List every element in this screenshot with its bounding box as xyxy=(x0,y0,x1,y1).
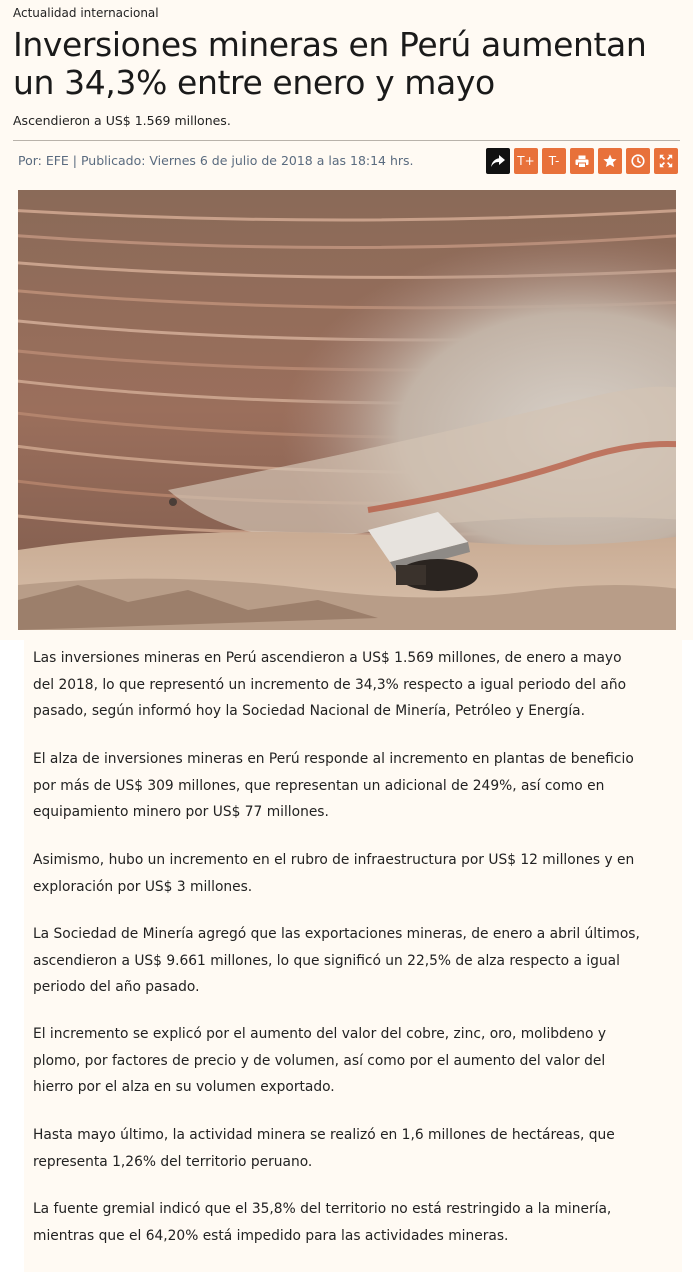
article-photo xyxy=(18,190,676,630)
article-paragraph: La Sociedad de Minería agregó que las exportaciones mineras, de enero a abril últimos, ascendieron a US$ 9.661 millones, lo que significó un 22,5% de alza respecto a igual periodo del año pasado. xyxy=(33,926,640,995)
section-label[interactable]: Actualidad internacional xyxy=(13,6,159,20)
article-paragraph: Las inversiones mineras en Perú ascendieron a US$ 1.569 millones, de enero a mayo del 2018, lo que representó un incremento de 34,3% respecto a igual periodo del año pasado, según informó hoy la Sociedad Nacional de Minería, Petróleo y Energía. xyxy=(33,650,627,719)
article-byline: Por: EFE | Publicado: Viernes 6 de julio de 2018 a las 18:14 hrs. xyxy=(18,153,414,168)
print-icon xyxy=(575,155,589,168)
clock-icon xyxy=(631,154,645,168)
article-header xyxy=(0,0,693,640)
header-divider xyxy=(13,140,680,141)
article-toolbar xyxy=(486,148,678,174)
article-subtitle: Ascendieron a US$ 1.569 millones. xyxy=(13,113,231,128)
font-decrease-button[interactable]: T- xyxy=(542,148,566,174)
article-paragraph: El incremento se explicó por el aumento del valor del cobre, zinc, oro, molibdeno y plomo, por factores de precio y de volumen, así como por el aumento del valor del hierro por el alza en su volumen exportado. xyxy=(33,1026,607,1095)
share-icon xyxy=(491,155,505,167)
font-increase-button[interactable]: T+ xyxy=(514,148,538,174)
share-button[interactable] xyxy=(486,148,510,174)
history-button[interactable] xyxy=(626,148,650,174)
article-title: Inversiones mineras en Perú aumentan un 34,3% entre enero y mayo xyxy=(13,25,647,102)
star-icon xyxy=(603,154,617,168)
article-paragraph: Hasta mayo último, la actividad minera se realizó en 1,6 millones de hectáreas, que representa 1,26% del territorio peruano. xyxy=(33,1127,615,1170)
article-paragraph: Asimismo, hubo un incremento en el rubro de infraestructura por US$ 12 millones y en exploración por US$ 3 millones. xyxy=(33,852,635,895)
article-paragraph: La fuente gremial indicó que el 35,8% del territorio no está restringido a la minería, mientras que el 64,20% está impedido para las actividades mineras. xyxy=(33,1201,612,1244)
fullscreen-button[interactable] xyxy=(654,148,678,174)
article-paragraph: El alza de inversiones mineras en Perú responde al incremento en plantas de beneficio por más de US$ 309 millones, que representan un adicional de 249%, así como en equipamiento minero por US$ 77 millones. xyxy=(33,751,634,820)
fullscreen-icon xyxy=(659,154,673,168)
favorite-button[interactable] xyxy=(598,148,622,174)
print-button[interactable] xyxy=(570,148,594,174)
